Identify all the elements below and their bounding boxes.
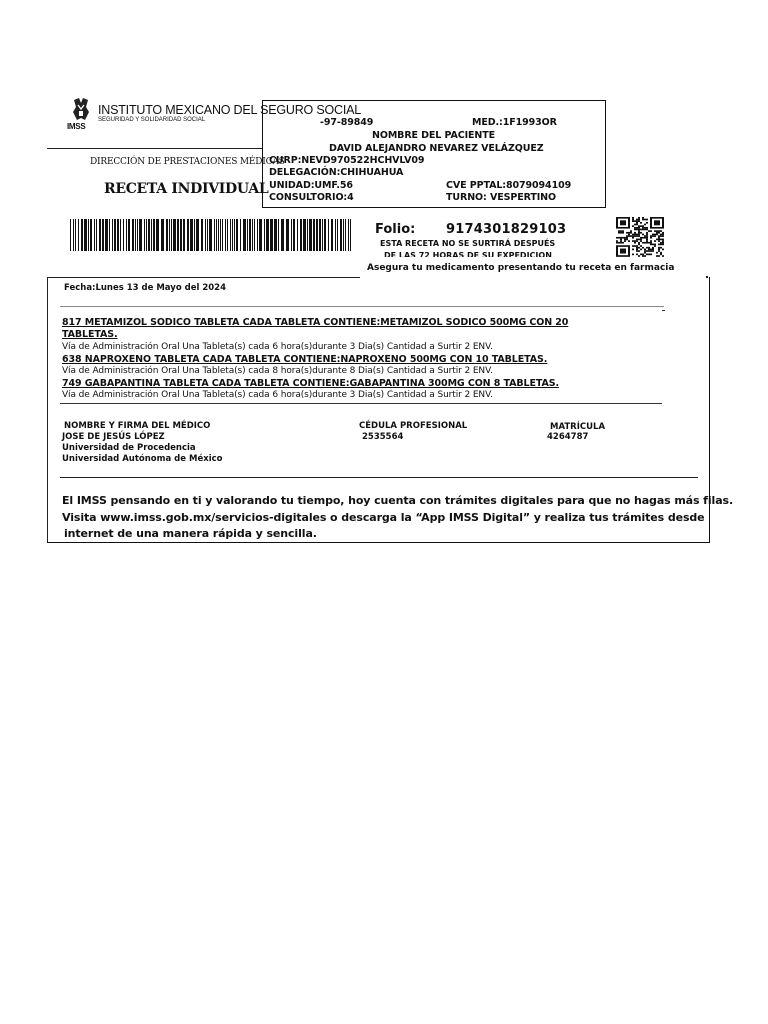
direccion-label: DIRECCIÓN DE PRESTACIONES MÉDICAS [90, 157, 285, 167]
folio-label: Folio: [375, 222, 416, 237]
unidad: UNIDAD:UMF.56 [269, 180, 353, 191]
med-2-instructions: Vía de Administración Oral Una Tableta(s) cada 8 hora(s)durante 8 Dia(s) Cantidad a Surtir 2 ENV. [62, 366, 493, 376]
cedula-number: 2535564 [362, 432, 404, 442]
barcode-icon [70, 219, 352, 251]
org-subtitle: SEGURIDAD Y SOLIDARIDAD SOCIAL [98, 117, 206, 123]
prescription-date: Fecha:Lunes 13 de Mayo del 2024 [64, 283, 227, 293]
footer-line-3: internet de una manera rápida y sencilla. [64, 527, 317, 540]
matricula-label: MATRÍCULA [550, 422, 606, 432]
folio-note: ESTA RECETA NO SE SURTIRÁ DESPUÉS [380, 239, 556, 248]
org-name: INSTITUTO MEXICANO DEL SEGURO SOCIAL [98, 103, 361, 117]
cedula-label: CÉDULA PROFESIONAL [359, 421, 468, 431]
asegura-note: Asegura tu medicamento presentando tu receta en farmacia [367, 263, 675, 273]
curp: CURP:NEVD970522HCHVLV09 [269, 155, 425, 166]
divider [60, 306, 664, 307]
turno: TURNO: VESPERTINO [446, 192, 557, 203]
footer-line-2: Visita www.imss.gob.mx/servicios-digitales o descarga la “App IMSS Digital” y realiza tus trámites desde [62, 511, 705, 524]
med-3-instructions: Vía de Administración Oral Una Tableta(s) cada 6 hora(s)durante 3 Dia(s) Cantidad a Surtir 2 ENV. [62, 390, 493, 400]
delegacion: DELEGACIÓN:CHIHUAHUA [269, 167, 404, 178]
doctor-name: JOSE DE JESÚS LÓPEZ [62, 432, 165, 442]
nss: -97-89849 [320, 117, 374, 128]
matricula-number: 4264787 [547, 432, 589, 442]
med-1-title-cont: TABLETAS. [62, 329, 118, 340]
med-2-title: 638 NAPROXENO TABLETA CADA TABLETA CONTIENE:NAPROXENO 500MG CON 10 TABLETAS. [62, 354, 548, 365]
divider [662, 310, 665, 311]
patient-name: DAVID ALEJANDRO NEVAREZ VELÁZQUEZ [329, 143, 544, 154]
divider [706, 276, 708, 278]
folio-note-cut: DE LAS 72 HORAS DE SU EXPEDICION [384, 251, 552, 257]
med-3-title: 749 GABAPANTINA TABLETA CADA TABLETA CONTIENE:GABAPANTINA 300MG CON 8 TABLETAS. [62, 378, 559, 389]
qr-code-icon [616, 217, 664, 257]
divider [47, 277, 48, 542]
patient-name-label: NOMBRE DEL PACIENTE [372, 130, 496, 141]
doctor-name-label: NOMBRE Y FIRMA DEL MÉDICO [64, 421, 211, 431]
university: Universidad Autónoma de México [62, 454, 223, 464]
folio-number: 9174301829103 [446, 222, 567, 237]
consultorio: CONSULTORIO:4 [269, 192, 354, 203]
divider [47, 277, 360, 278]
divider [60, 477, 698, 478]
med-code: MED.:1F1993OR [472, 117, 557, 128]
divider [47, 148, 263, 149]
cve-pptal: CVE PPTAL:8079094109 [446, 180, 572, 191]
divider [60, 403, 662, 404]
university-label: Universidad de Procedencia [62, 443, 196, 453]
org-short-name: IMSS [67, 122, 86, 131]
med-1-title: 817 METAMIZOL SODICO TABLETA CADA TABLETA CONTIENE:METAMIZOL SODICO 500MG CON 20 [62, 317, 569, 328]
footer-line-1: El IMSS pensando en ti y valorando tu tiempo, hoy cuenta con trámites digitales para que no hagas más filas. [62, 494, 734, 507]
document-title: RECETA INDIVIDUAL [104, 181, 269, 197]
med-1-instructions: Vía de Administración Oral Una Tableta(s) cada 6 hora(s)durante 3 Dia(s) Cantidad a Surtir 2 ENV. [62, 342, 493, 352]
